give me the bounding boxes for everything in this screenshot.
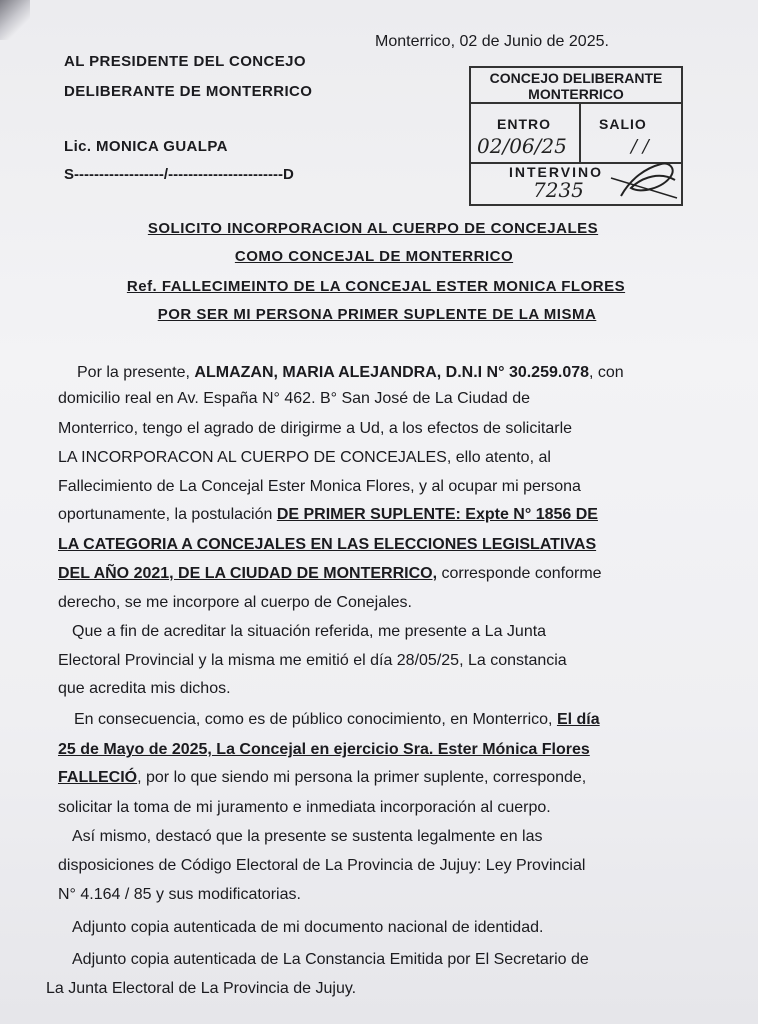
body-line-7: LA CATEGORIA A CONCEJALES EN LAS ELECCIONES LEGISLATIVAS (58, 536, 597, 553)
page-fold-corner (0, 0, 30, 40)
body-line-10: Que a fin de acreditar la situación referida, me presente a La Junta (72, 623, 547, 640)
stamp-exit-date: / / (631, 136, 649, 157)
body-line-6: oportunamente, la postulación DE PRIMER SUPLENTE: Expte N° 1856 DE (58, 506, 598, 523)
subject-title-2: COMO CONCEJAL DE MONTERRICO (234, 248, 514, 265)
body-line-8: DEL AÑO 2021, DE LA CIUDAD DE MONTERRICO, corresponde conforme (58, 565, 602, 582)
handwritten-signature-icon (471, 68, 681, 204)
stamp-title-2: MONTERRICO (528, 86, 624, 102)
body-line-17: Así mismo, destacó que la presente se sustenta legalmente en las (72, 828, 543, 845)
body-line-11: Electoral Provincial y la misma me emitió el día 28/05/25, La constancia (58, 652, 567, 669)
body-line-13: En consecuencia, como es de público conocimiento, en Monterrico, El día (74, 711, 600, 728)
stamp-title-1: CONCEJO DELIBERANTE (489, 70, 663, 86)
body-line-15: FALLECIÓ, por lo que siendo mi persona la primer suplente, corresponde, (58, 769, 587, 786)
body-line-1: Por la presente, ALMAZAN, MARIA ALEJANDRA, D.N.I N° 30.259.078, con (77, 364, 624, 381)
stamp-intervino-label: INTERVINO (509, 164, 603, 180)
body-line-21: Adjunto copia autenticada de La Constancia Emitida por El Secretario de (72, 951, 589, 968)
reception-stamp (469, 66, 683, 206)
document-date: Monterrico, 02 de Junio de 2025. (375, 33, 609, 50)
reference-title-2: POR SER MI PERSONA PRIMER SUPLENTE DE LA MISMA (157, 306, 597, 323)
recipient-name: Lic. MONICA GUALPA (64, 138, 228, 155)
recipient-line-2: DELIBERANTE DE MONTERRICO (64, 83, 313, 100)
recipient-line-1: AL PRESIDENTE DEL CONCEJO (64, 53, 306, 70)
body-line-3: Monterrico, tengo el agrado de dirigirme a Ud, a los efectos de solicitarle (58, 420, 573, 437)
reference-title-1: Ref. FALLECIMEINTO DE LA CONCEJAL ESTER MONICA FLORES (126, 278, 626, 295)
body-line-22: La Junta Electoral de La Provincia de Jujuy. (46, 980, 357, 997)
stamp-salio-label: SALIO (599, 116, 647, 132)
body-line-9: derecho, se me incorpore al cuerpo de Conejales. (58, 594, 412, 611)
body-line-16: solicitar la toma de mi juramento e inmediata incorporación al cuerpo. (58, 799, 551, 816)
body-line-12: que acredita mis dichos. (58, 680, 231, 697)
body-line-20: Adjunto copia autenticada de mi documento nacional de identidad. (72, 919, 544, 936)
stamp-entry-date: 02/06/25 (477, 134, 567, 158)
salutation-line: S------------------/-----------------------D (64, 166, 294, 183)
body-line-14: 25 de Mayo de 2025, La Concejal en ejercicio Sra. Ester Mónica Flores (58, 741, 590, 758)
subject-title-1: SOLICITO INCORPORACION AL CUERPO DE CONCEJALES (147, 220, 599, 237)
body-line-4: LA INCORPORACON AL CUERPO DE CONCEJALES, ello atento, al (58, 449, 551, 466)
stamp-file-number: 7235 (533, 178, 584, 202)
body-line-5: Fallecimiento de La Concejal Ester Monica Flores, y al ocupar mi persona (58, 478, 581, 495)
body-line-18: disposiciones de Código Electoral de La Provincia de Jujuy: Ley Provincial (58, 857, 586, 874)
stamp-entro-label: ENTRO (497, 116, 551, 132)
body-line-19: N° 4.164 / 85 y sus modificatorias. (58, 886, 301, 903)
body-line-2: domicilio real en Av. España N° 462. B° San José de La Ciudad de (58, 390, 531, 407)
